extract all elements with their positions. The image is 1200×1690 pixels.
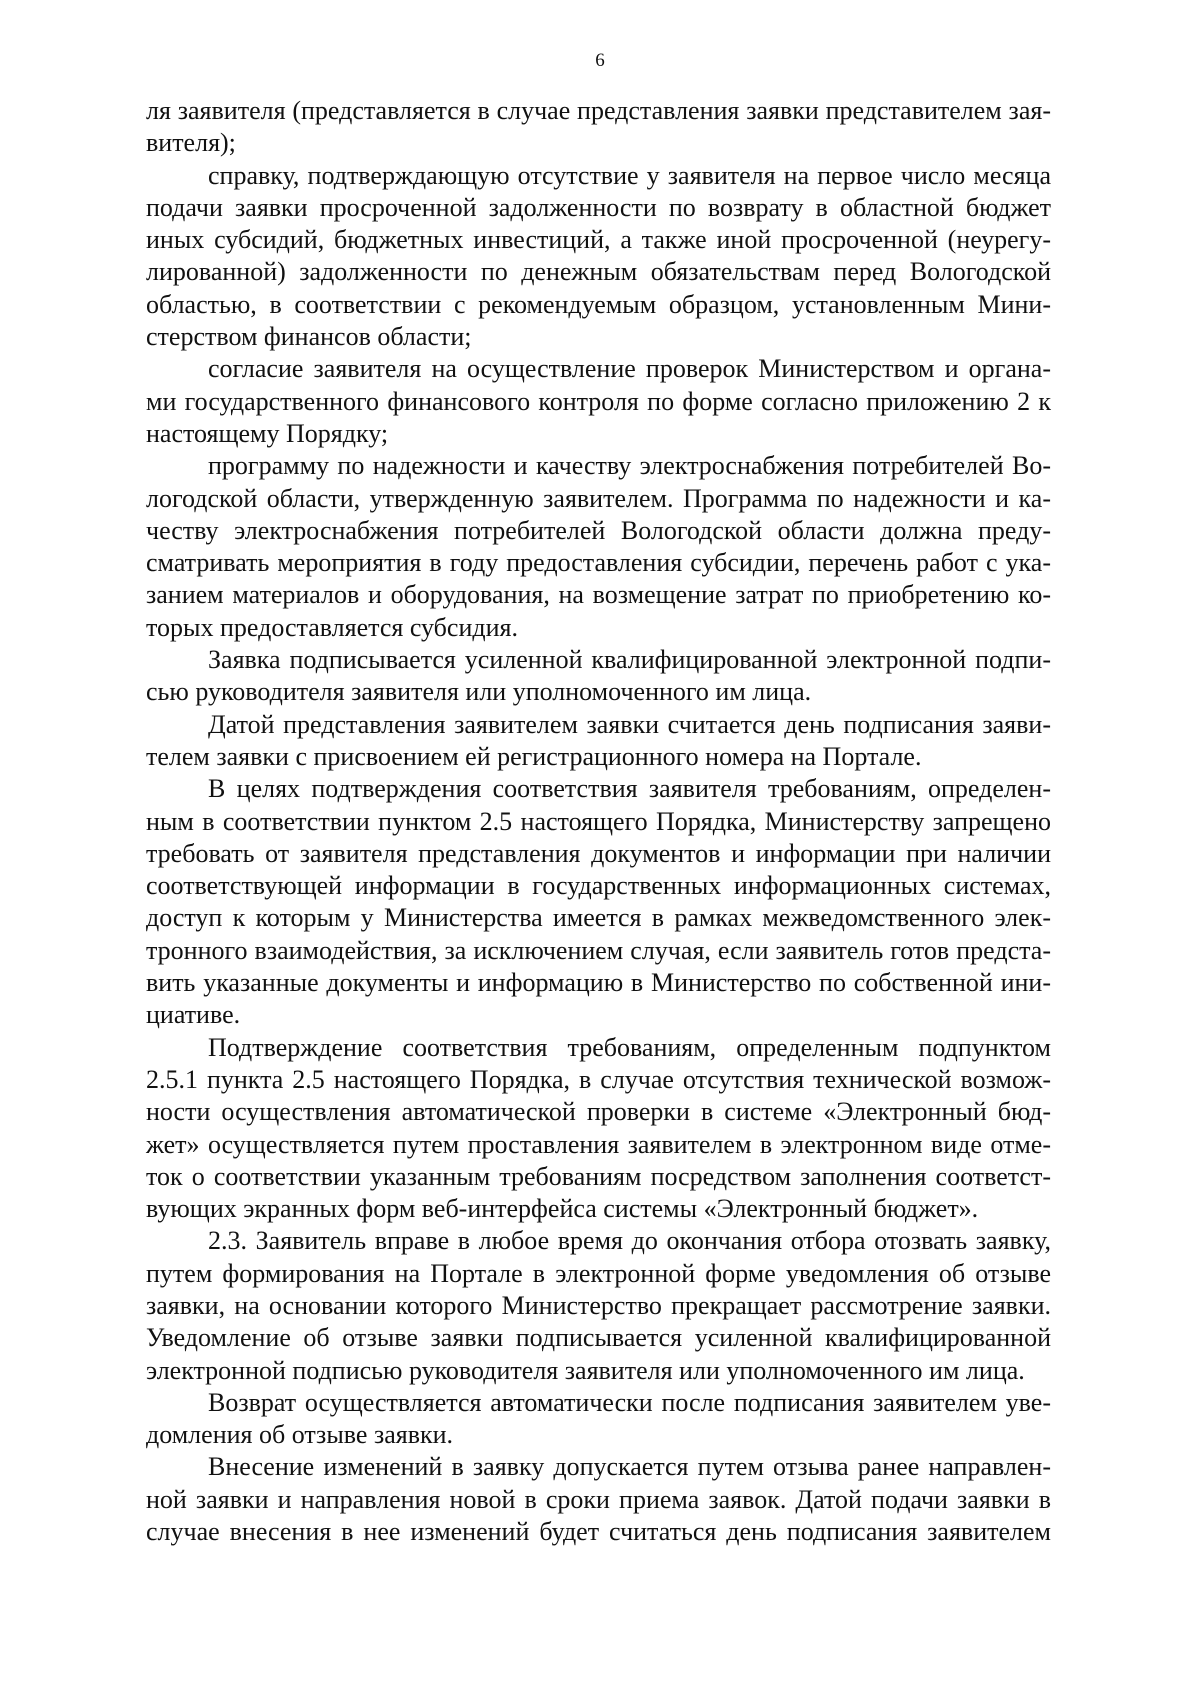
text-line: электронной подписью руководителя заявителя или уполномоченного им лица. — [146, 1355, 1025, 1385]
paragraph — [146, 1032, 1051, 1226]
text-line: согласие заявителя на осуществление проверок Министерством и органа- — [208, 354, 1051, 384]
text-line: справку, подтверждающую отсутствие у заявителя на первое число месяца — [208, 160, 1051, 190]
text-line: ми государственного финансового контроля по форме согласно приложению 2 к — [146, 386, 1051, 416]
text-line: тронного взаимодействия, за исключением случая, если заявитель готов предста- — [146, 935, 1051, 965]
paragraph — [146, 644, 1051, 709]
paragraph — [146, 160, 1051, 354]
text-line: лированной) задолженности по денежным обязательствам перед Вологодской — [146, 257, 1051, 287]
text-line: ток о соответствии указанным требованиям посредством заполнения соответст- — [146, 1161, 1051, 1191]
paragraph — [146, 353, 1051, 450]
paragraph — [146, 95, 1051, 160]
text-line: настоящему Порядку; — [146, 418, 389, 448]
paragraph — [146, 1387, 1051, 1452]
text-line: ности осуществления автоматической проверки в системе «Электронный бюд- — [146, 1097, 1051, 1127]
text-line: областью, в соответствии с рекомендуемым образцом, установленным Мини- — [146, 289, 1051, 319]
paragraph — [146, 450, 1051, 644]
text-line: ля заявителя (представляется в случае представления заявки представителем зая- — [146, 96, 1051, 125]
page-number: 6 — [595, 50, 605, 71]
text-line: 2.3. Заявитель вправе в любое время до окончания отбора отозвать заявку, — [208, 1226, 1051, 1256]
paragraph — [146, 1225, 1051, 1386]
text-line: вить указанные документы и информацию в Министерство по собственной ини- — [146, 968, 1051, 998]
paragraph — [146, 709, 1051, 774]
text-line: телем заявки с присвоением ей регистрационного номера на Портале. — [146, 741, 922, 771]
text-line: циативе. — [146, 1000, 241, 1030]
text-line: сью руководителя заявителя или уполномоченного им лица. — [146, 677, 812, 707]
text-line: жет» осуществляется путем проставления заявителем в электронном виде отме- — [146, 1129, 1051, 1159]
text-line: ной заявки и направления новой в сроки приема заявок. Датой подачи заявки в — [146, 1484, 1051, 1514]
text-line: заявки, на основании которого Министерство прекращает рассмотрение заявки. — [146, 1290, 1051, 1320]
text-line: Внесение изменений в заявку допускается путем отзыва ранее направлен- — [208, 1452, 1051, 1482]
text-line: Уведомление об отзыве заявки подписывается усиленной квалифицированной — [146, 1323, 1051, 1353]
text-line: сматривать мероприятия в году предоставления субсидии, перечень работ с ука- — [146, 548, 1051, 578]
paragraph — [146, 773, 1051, 1031]
text-line: торых предоставляется субсидия. — [146, 612, 518, 642]
text-line: Датой представления заявителем заявки считается день подписания заяви- — [208, 709, 1051, 739]
text-line: программу по надежности и качеству электроснабжения потребителей Во- — [208, 451, 1051, 481]
text-line: вителя); — [146, 128, 236, 158]
text-line: 2.5.1 пункта 2.5 настоящего Порядка, в случае отсутствия технической возмож- — [146, 1064, 1051, 1094]
text-line: Возврат осуществляется автоматически после подписания заявителем уве- — [208, 1387, 1051, 1417]
text-line: соответствующей информации в государственных информационных системах, — [146, 871, 1051, 901]
text-line: требовать от заявителя представления документов и информации при наличии — [146, 838, 1051, 868]
paragraph — [146, 1451, 1051, 1548]
text-line: ным в соответствии пунктом 2.5 настоящего Порядка, Министерству запрещено — [146, 806, 1051, 836]
text-line: В целях подтверждения соответствия заявителя требованиям, определен- — [208, 774, 1051, 804]
text-line: Подтверждение соответствия требованиям, определенным подпунктом — [208, 1032, 1051, 1062]
text-line: случае внесения в нее изменений будет считаться день подписания заявителем — [146, 1517, 1051, 1547]
text-line: логодской области, утвержденную заявителем. Программа по надежности и ка- — [146, 483, 1051, 513]
text-line: иных субсидий, бюджетных инвестиций, а также иной просроченной (неурегу- — [146, 225, 1051, 255]
text-line: вующих экранных форм веб-интерфейса системы «Электронный бюджет». — [146, 1194, 979, 1224]
document-body — [146, 95, 1051, 1548]
text-line: подачи заявки просроченной задолженности по возврату в областной бюджет — [146, 192, 1051, 222]
text-line: доступ к которым у Министерства имеется в рамках межведомственного элек- — [146, 903, 1051, 933]
text-line: честву электроснабжения потребителей Вологодской области должна преду- — [146, 515, 1051, 545]
text-line: стерством финансов области; — [146, 322, 472, 352]
text-line: путем формирования на Портале в электронной форме уведомления об отзыве — [146, 1258, 1051, 1288]
text-line: занием материалов и оборудования, на возмещение затрат по приобретению ко- — [146, 580, 1051, 610]
text-line: Заявка подписывается усиленной квалифицированной электронной подпи- — [208, 645, 1051, 675]
text-line: домления об отзыве заявки. — [146, 1420, 454, 1450]
